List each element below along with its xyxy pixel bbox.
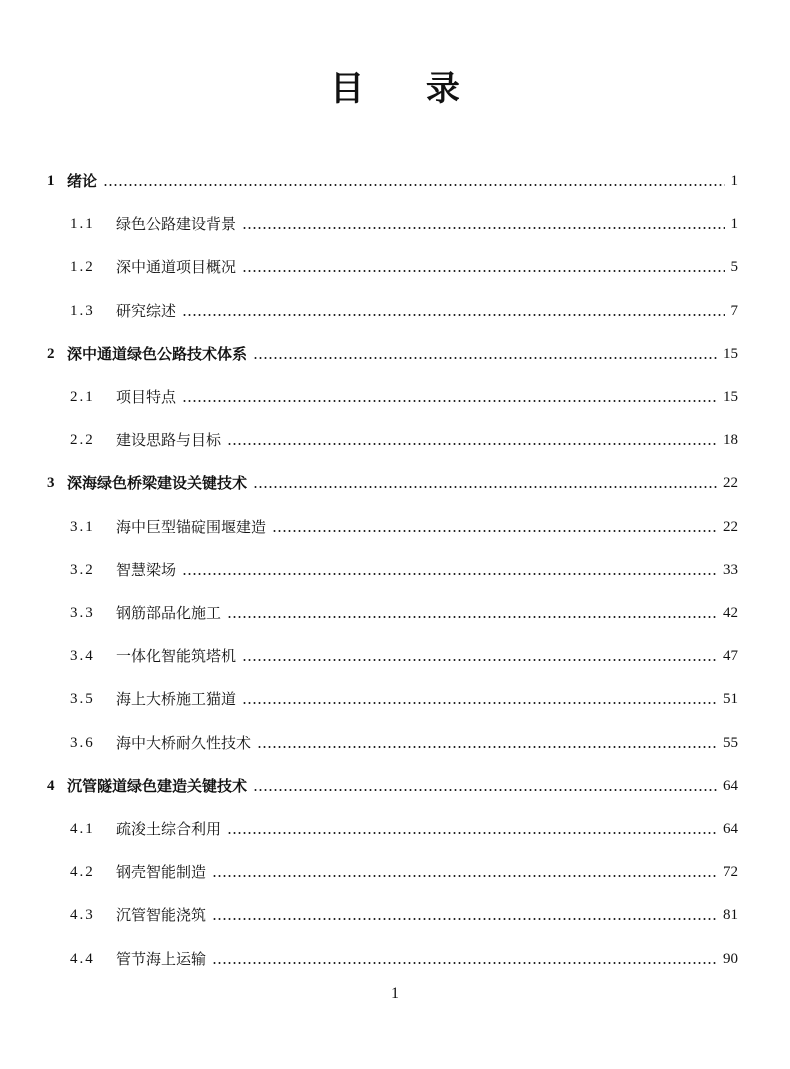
dot-leader xyxy=(242,227,724,229)
toc-entry[interactable] xyxy=(47,637,738,667)
dot-leader xyxy=(182,573,717,575)
entry-title: 项目特点 xyxy=(116,388,177,406)
toc-entry[interactable] xyxy=(47,940,738,970)
entry-number: 3.3 xyxy=(70,605,95,621)
entry-page-number: 15 xyxy=(723,389,738,405)
entry-number: 4.1 xyxy=(70,821,95,837)
dot-leader xyxy=(182,314,724,316)
entry-number: 2.1 xyxy=(70,389,95,405)
entry-number: 3.1 xyxy=(70,519,95,535)
entry-page-number: 47 xyxy=(723,648,738,664)
entry-number: 3.4 xyxy=(70,648,95,664)
entry-title: 绪论 xyxy=(67,172,98,190)
entry-page-number: 55 xyxy=(723,735,738,751)
entry-page-number: 33 xyxy=(723,562,738,578)
entry-title: 深海绿色桥梁建设关键技术 xyxy=(67,474,248,492)
toc-entry[interactable] xyxy=(47,810,738,840)
toc-entry[interactable] xyxy=(47,205,738,235)
dot-leader xyxy=(212,962,717,964)
entry-number: 3.2 xyxy=(70,562,95,578)
toc-entry[interactable] xyxy=(47,248,738,278)
toc-entry[interactable] xyxy=(47,464,738,494)
entry-page-number: 1 xyxy=(730,173,738,189)
entry-number: 1.3 xyxy=(70,303,95,319)
entry-title: 钢筋部品化施工 xyxy=(116,604,222,622)
entry-number: 3.5 xyxy=(70,691,95,707)
toc-entry[interactable] xyxy=(47,551,738,581)
entry-number: 4.3 xyxy=(70,907,95,923)
entry-page-number: 81 xyxy=(723,907,738,923)
dot-leader xyxy=(253,357,717,359)
entry-number: 1.1 xyxy=(70,216,95,232)
toc-entry[interactable] xyxy=(47,162,738,192)
toc-entry[interactable] xyxy=(47,594,738,624)
dot-leader xyxy=(227,832,717,834)
entry-number: 3 xyxy=(47,475,55,491)
entry-number: 4 xyxy=(47,778,55,794)
entry-title: 疏浚土综合利用 xyxy=(116,820,222,838)
toc-entry[interactable] xyxy=(47,292,738,322)
entry-number: 4.2 xyxy=(70,864,95,880)
entry-number: 1.2 xyxy=(70,259,95,275)
toc-entry[interactable] xyxy=(47,335,738,365)
entry-number: 2 xyxy=(47,346,55,362)
dot-leader xyxy=(227,616,717,618)
entry-title: 管节海上运输 xyxy=(116,950,207,968)
entry-page-number: 51 xyxy=(723,691,738,707)
dot-leader xyxy=(212,918,717,920)
entry-title: 绿色公路建设背景 xyxy=(116,215,237,233)
dot-leader xyxy=(242,270,724,272)
dot-leader xyxy=(103,184,724,186)
entry-number: 4.4 xyxy=(70,951,95,967)
entry-title: 海中巨型锚碇围堰建造 xyxy=(116,518,267,536)
entry-number: 2.2 xyxy=(70,432,95,448)
entry-title: 沉管隧道绿色建造关键技术 xyxy=(67,777,248,795)
dot-leader xyxy=(227,443,717,445)
entry-page-number: 5 xyxy=(730,259,738,275)
entry-number: 1 xyxy=(47,173,55,189)
entry-title: 一体化智能筑塔机 xyxy=(116,647,237,665)
entry-title: 海上大桥施工猫道 xyxy=(116,690,237,708)
dot-leader xyxy=(212,875,717,877)
entry-page-number: 22 xyxy=(723,475,738,491)
page-title: 目 录 xyxy=(330,69,460,109)
toc-entry[interactable] xyxy=(47,724,738,754)
toc-entry[interactable] xyxy=(47,896,738,926)
entry-title: 智慧梁场 xyxy=(116,561,177,579)
entry-title: 沉管智能浇筑 xyxy=(116,906,207,924)
toc-entry[interactable] xyxy=(47,378,738,408)
entry-page-number: 72 xyxy=(723,864,738,880)
entry-title: 深中通道项目概况 xyxy=(116,258,237,276)
entry-page-number: 64 xyxy=(723,821,738,837)
dot-leader xyxy=(257,746,717,748)
toc-entry[interactable] xyxy=(47,421,738,451)
toc-entry[interactable] xyxy=(47,508,738,538)
entry-page-number: 7 xyxy=(730,303,738,319)
entry-page-number: 22 xyxy=(723,519,738,535)
toc-entry[interactable] xyxy=(47,767,738,797)
dot-leader xyxy=(272,530,717,532)
entry-title: 海中大桥耐久性技术 xyxy=(116,734,252,752)
entry-page-number: 42 xyxy=(723,605,738,621)
dot-leader xyxy=(253,486,717,488)
entry-page-number: 1 xyxy=(730,216,738,232)
entry-title: 建设思路与目标 xyxy=(116,431,222,449)
entry-title: 深中通道绿色公路技术体系 xyxy=(67,345,248,363)
entry-page-number: 18 xyxy=(723,432,738,448)
entry-page-number: 64 xyxy=(723,778,738,794)
dot-leader xyxy=(242,702,717,704)
toc-entry[interactable] xyxy=(47,853,738,883)
entry-page-number: 15 xyxy=(723,346,738,362)
dot-leader xyxy=(253,789,717,791)
dot-leader xyxy=(242,659,717,661)
toc-entry[interactable] xyxy=(47,680,738,710)
entry-title: 研究综述 xyxy=(116,302,177,320)
dot-leader xyxy=(182,400,717,402)
entry-title: 钢壳智能制造 xyxy=(116,863,207,881)
entry-number: 3.6 xyxy=(70,735,95,751)
page-number: 1 xyxy=(391,985,399,1002)
entry-page-number: 90 xyxy=(723,951,738,967)
